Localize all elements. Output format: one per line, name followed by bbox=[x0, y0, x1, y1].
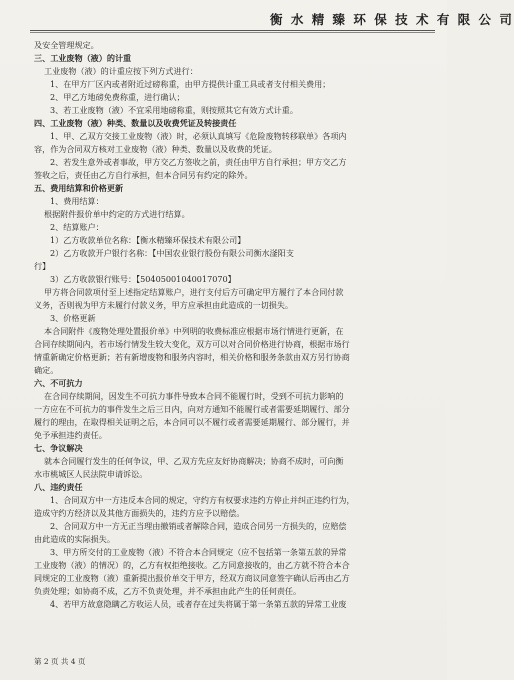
text-line: 在合同存续期间，因发生不可抗力事件导致本合同不能履行时，受到不可抗力影响的 bbox=[44, 391, 344, 401]
text-line: 就本合同履行发生的任何争议，甲、乙双方先应友好协商解决；协商不成时，可向衡 bbox=[44, 456, 344, 466]
text-line: 根据附件报价单中约定的方式进行结算。 bbox=[44, 209, 190, 219]
section-heading: 八、违约责任 bbox=[34, 482, 83, 492]
text-line: 工业废物（液）的情况）的，乙方有权拒绝接收。乙方同意接收的，由乙方就不符合本合 bbox=[34, 560, 350, 570]
text-line: 4、若甲方故意隐瞒乙方收运人员，或者存在过失将属于第一条第五款的异常工业废 bbox=[50, 599, 347, 609]
text-line: 履行的理由，在取得相关证明之后，本合同可以不履行或者需要延期履行、部分履行，并 bbox=[34, 417, 350, 427]
text-line: 由此造成的实际损失。 bbox=[34, 534, 115, 544]
text-line: 容，作为合同双方核对工业废物（液）种类、数量以及收费的凭证。 bbox=[34, 144, 277, 154]
contract-body bbox=[34, 39, 432, 611]
text-line: 负责处理；如协商不成，乙方不负责处理，并不承担由此产生的任何责任。 bbox=[34, 586, 302, 596]
text-line: 同规定的工业废物（液）重新提出报价单交于甲方，经双方商议同意签字确认后再由乙方 bbox=[34, 573, 350, 583]
text-line: 1、甲、乙双方交接工业废物（液）时，必须认真填写《危险废物转移联单》各项内 bbox=[50, 131, 347, 141]
text-line: 造成守约方经济以及其他方面损失的，违约方应予以赔偿。 bbox=[34, 508, 245, 518]
text-line: 行】 bbox=[34, 261, 51, 271]
text-line: 情重新确定价格更新；若有新增废物和服务内容时，相关价格和服务条款由双方另行协商 bbox=[34, 352, 350, 362]
text-line: 工业废物（液）的计重应按下列方式进行： bbox=[44, 66, 198, 76]
text-line: 及安全管理规定。 bbox=[34, 40, 99, 50]
text-line: 确定。 bbox=[34, 365, 59, 375]
text-line: 1、在甲方厂区内或者附近过磅称重，由甲方提供计重工具或者支付相关费用； bbox=[50, 79, 331, 89]
section-heading: 六、不可抗力 bbox=[34, 378, 83, 388]
text-line: 3、价格更新 bbox=[50, 313, 96, 323]
text-line: 1、费用结算： bbox=[50, 196, 104, 206]
company-header: 衡 水 精 臻 环 保 技 术 有 限 公 司 bbox=[270, 12, 514, 27]
text-line: 合同存续期间内，若市场行情发生较大变化，双方可以对合同价格进行协商，根据市场行 bbox=[34, 339, 350, 349]
text-line: 2）乙方收款开户银行名称：【中国农业银行股份有限公司衡水滏阳支 bbox=[50, 248, 294, 258]
text-line: 3）乙方收款银行账号：【50405001040017070】 bbox=[50, 274, 236, 284]
text-line: 义务，否则视为甲方未履行付款义务，甲方应承担由此造成的一切损失。 bbox=[34, 300, 294, 310]
section-heading: 五、费用结算和价格更新 bbox=[34, 183, 124, 193]
section-heading: 三、工业废物（液）的计重 bbox=[34, 53, 132, 63]
text-line: 本合同附件《废物处理处置报价单》中列明的收费标准应根据市场行情进行更新，在 bbox=[44, 326, 344, 336]
text-line: 2、甲乙方地磅免费称重，进行确认； bbox=[50, 92, 185, 102]
text-line: 3、甲方所交付的工业废物（液）不符合本合同规定（应不包括第一条第五款的异常 bbox=[50, 547, 347, 557]
text-line: 1）乙方收款单位名称：【衡水精臻环保技术有限公司】 bbox=[50, 235, 246, 245]
text-line: 水市桃城区人民法院申请诉讼。 bbox=[34, 469, 148, 479]
section-heading: 七、争议解决 bbox=[34, 443, 83, 453]
text-line: 3、若工业废物（液）不宜采用地磅称重，则按照其它有效方式计重。 bbox=[50, 105, 298, 115]
section-heading: 四、工业废物（液）种类、数量以及收费凭证及转接责任 bbox=[34, 118, 237, 128]
text-line: 甲方将合同款项付至上述指定结算账户，进行支付后方可确定甲方履行了本合同付款 bbox=[44, 287, 344, 297]
text-line: 1、合同双方中一方违反本合同的规定，守约方有权要求违约方停止并纠正违约行为， bbox=[50, 495, 355, 505]
header-divider bbox=[30, 30, 435, 33]
text-line: 2、若发生意外或者事故，甲方交乙方签收之前，责任由甲方自行承担；甲方交乙方 bbox=[50, 157, 347, 167]
text-line: 2、结算账户： bbox=[50, 222, 104, 232]
text-line: 2、合同双方中一方无正当理由撤销或者解除合同，造成合同另一方损失的，应赔偿 bbox=[50, 521, 347, 531]
text-line: 免予承担违约责任。 bbox=[34, 430, 107, 440]
text-line: 一方应在不可抗力的事件发生之后三日内，向对方通知不能履行或者需要延期履行、部分 bbox=[34, 404, 350, 414]
page-number: 第 2 页 共 4 页 bbox=[34, 657, 86, 666]
text-line: 签收之后，责任由乙方自行承担，但本合同另有约定的除外。 bbox=[34, 170, 253, 180]
